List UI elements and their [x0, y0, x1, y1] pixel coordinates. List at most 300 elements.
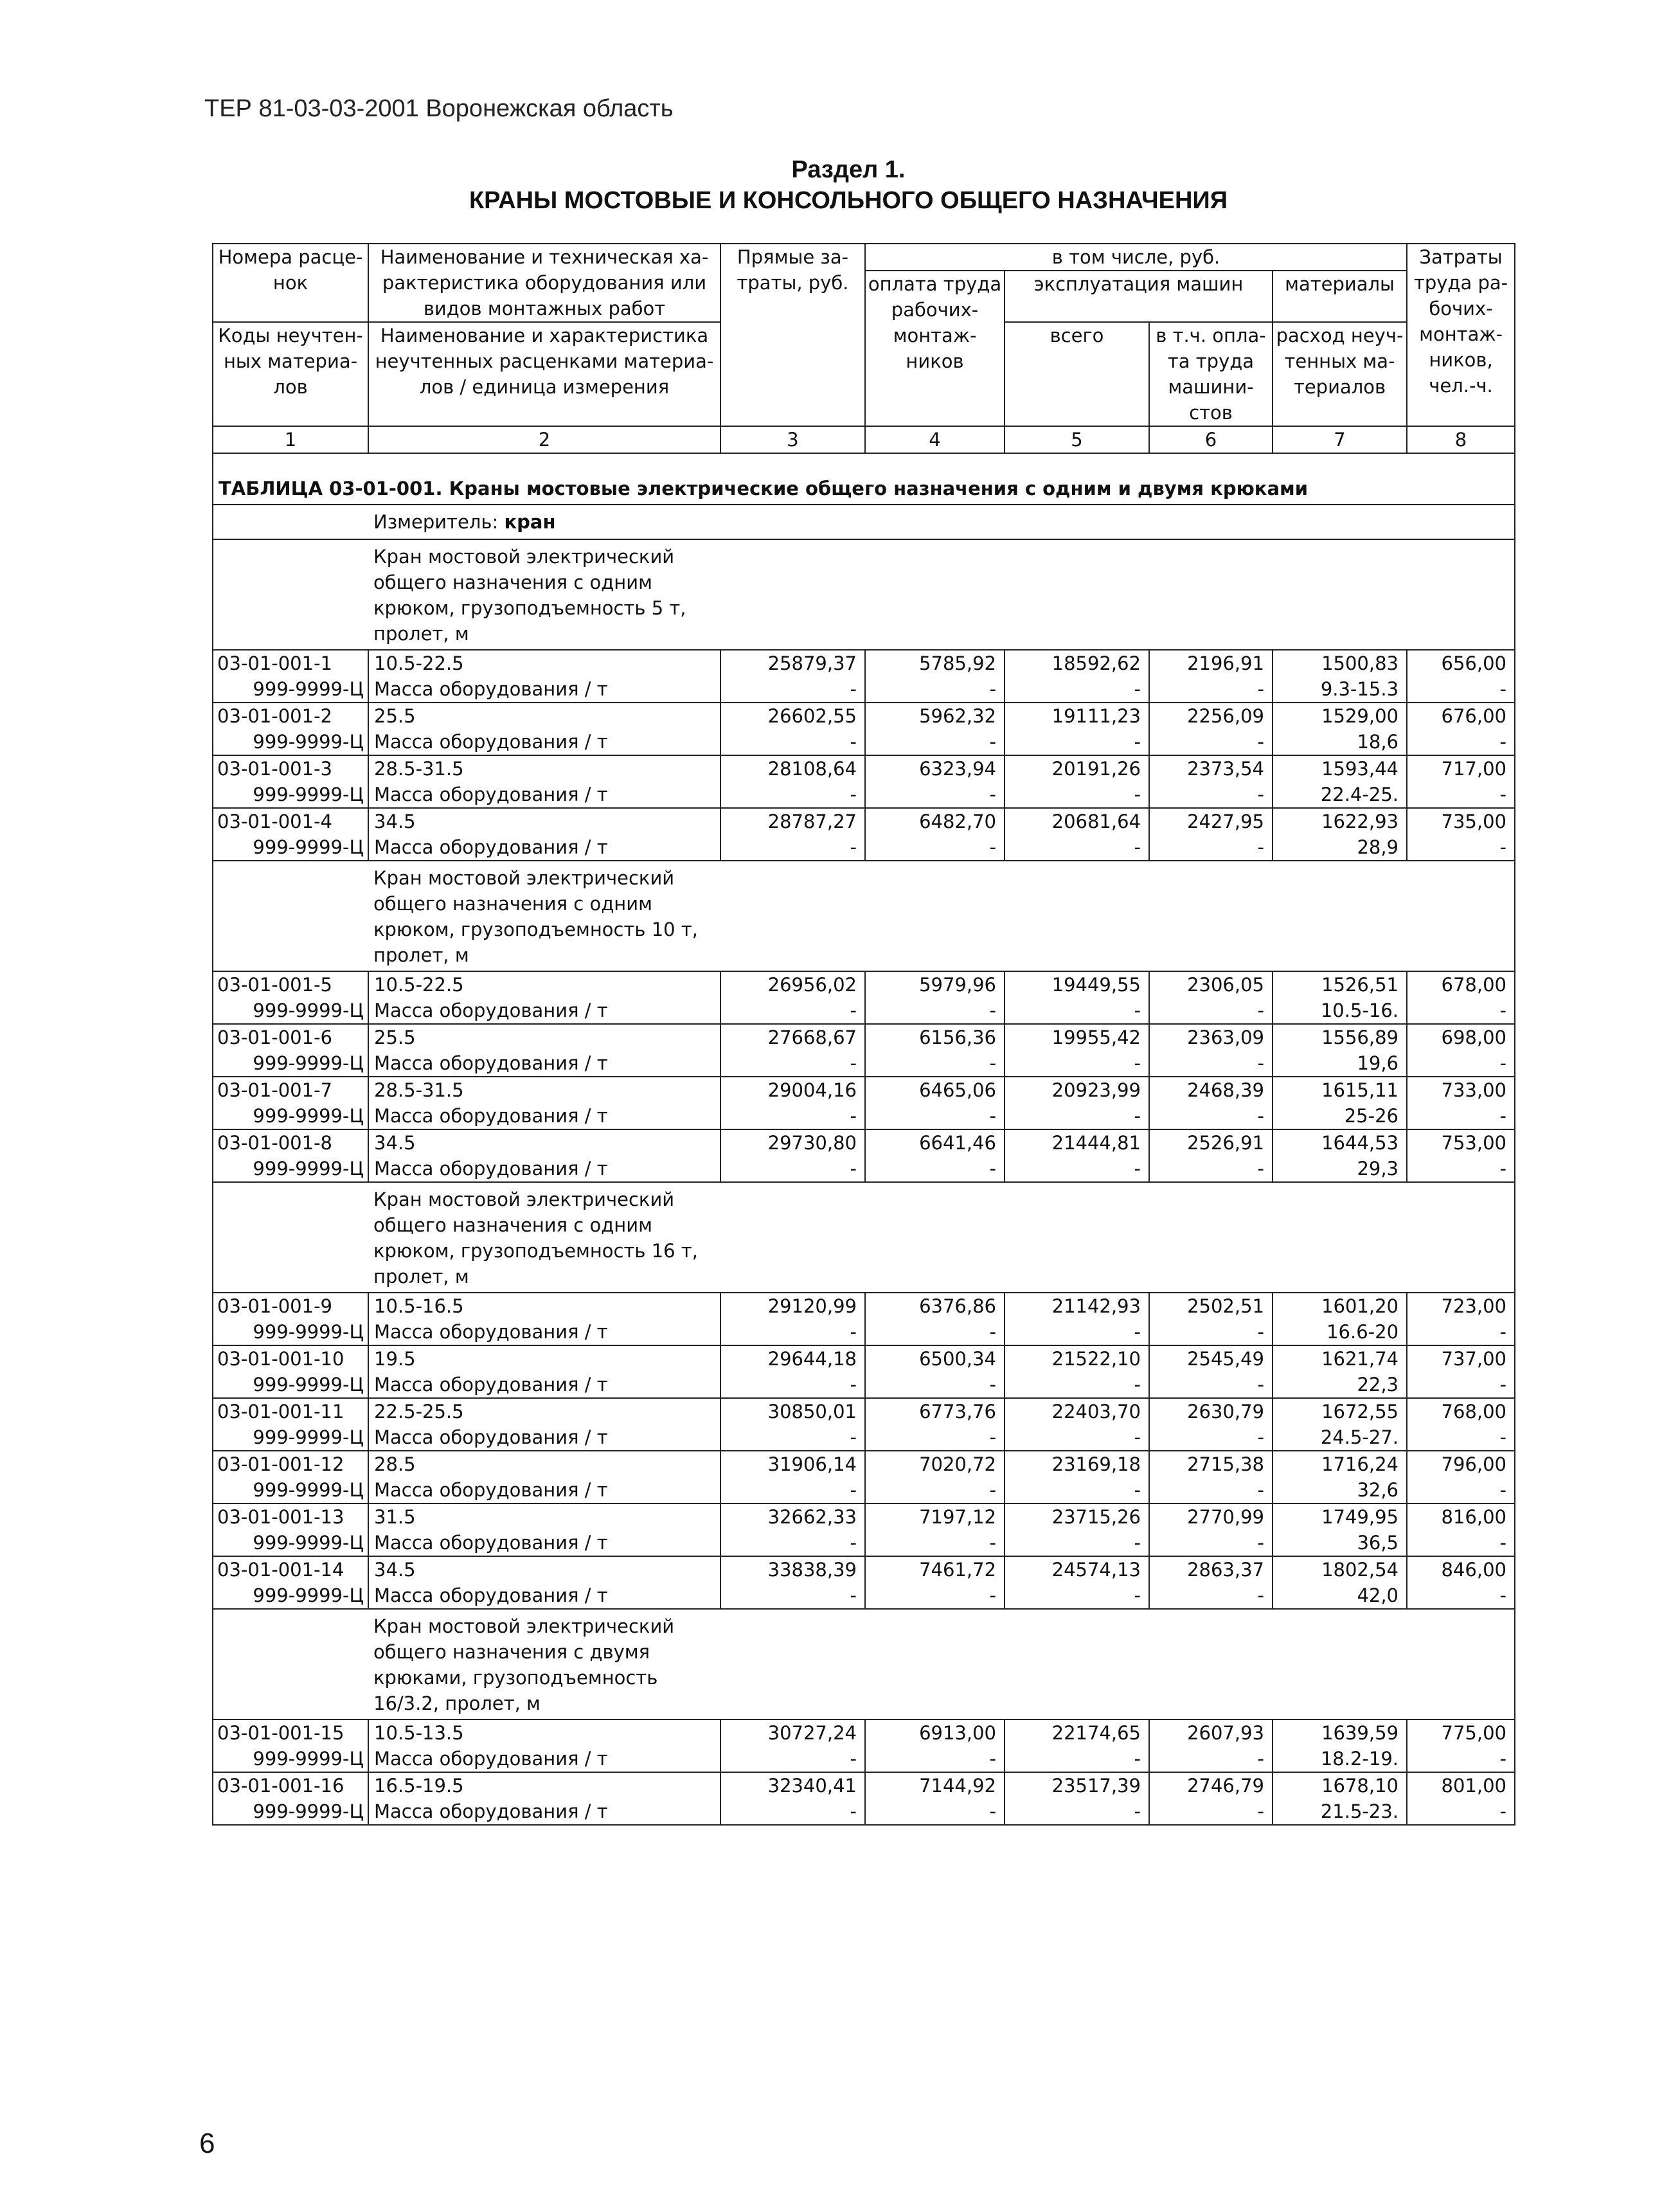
material-amount: 22.4-25. — [1273, 782, 1407, 808]
material-name: Масса оборудования / т — [368, 729, 720, 755]
materials-cost: 1644,53 — [1273, 1129, 1407, 1156]
group-spacer — [213, 539, 368, 650]
labor-cost: - — [865, 1746, 1005, 1772]
material-name: Масса оборудования / т — [368, 1799, 720, 1825]
machinists-labor: 2196,91 — [1149, 650, 1273, 676]
material-name: Масса оборудования / т — [368, 1424, 720, 1451]
machines-total: - — [1005, 1319, 1149, 1345]
labor-cost: - — [865, 1319, 1005, 1345]
group-spacer — [720, 539, 1515, 650]
rate-code: 03-01-001-11 — [213, 1398, 368, 1424]
machines-total: 19955,42 — [1005, 1024, 1149, 1050]
machinists-labor: - — [1149, 1424, 1273, 1451]
material-amount: 18.2-19. — [1273, 1746, 1407, 1772]
labor-hours: - — [1407, 998, 1515, 1024]
materials-cost: 1716,24 — [1273, 1451, 1407, 1477]
column-number: 8 — [1407, 426, 1515, 453]
material-amount: 18,6 — [1273, 729, 1407, 755]
labor-hours: 698,00 — [1407, 1024, 1515, 1050]
machinists-labor: - — [1149, 1103, 1273, 1129]
direct-costs: 25879,37 — [720, 650, 865, 676]
machinists-labor: - — [1149, 834, 1273, 861]
material-amount: 28,9 — [1273, 834, 1407, 861]
direct-costs: 32340,41 — [720, 1772, 865, 1799]
machines-total: 23169,18 — [1005, 1451, 1149, 1477]
machines-total: 21522,10 — [1005, 1345, 1149, 1372]
material-code: 999-9999-Ц — [213, 729, 368, 755]
machines-total: - — [1005, 998, 1149, 1024]
labor-hours: - — [1407, 1746, 1515, 1772]
materials-cost: 1802,54 — [1273, 1556, 1407, 1583]
labor-hours: 723,00 — [1407, 1293, 1515, 1319]
machines-total: 23517,39 — [1005, 1772, 1149, 1799]
header-row-1 — [213, 244, 1515, 271]
header-col5: всего — [1005, 322, 1149, 426]
table-row — [213, 971, 1515, 998]
direct-costs: - — [720, 1103, 865, 1129]
labor-cost: 7461,72 — [865, 1556, 1005, 1583]
labor-cost: 6376,86 — [865, 1293, 1005, 1319]
material-amount: 21.5-23. — [1273, 1799, 1407, 1825]
material-row — [213, 1372, 1515, 1398]
material-row — [213, 834, 1515, 861]
labor-cost: 6641,46 — [865, 1129, 1005, 1156]
rate-code: 03-01-001-6 — [213, 1024, 368, 1050]
column-numbers-row — [213, 426, 1515, 453]
labor-hours: - — [1407, 1319, 1515, 1345]
machinists-labor: - — [1149, 1477, 1273, 1503]
material-amount: 19,6 — [1273, 1050, 1407, 1077]
machines-total: 20191,26 — [1005, 755, 1149, 782]
table-row — [213, 1719, 1515, 1746]
machines-total: - — [1005, 1799, 1149, 1825]
material-name: Масса оборудования / т — [368, 1583, 720, 1609]
machinists-labor: - — [1149, 782, 1273, 808]
rate-name: 34.5 — [368, 808, 720, 834]
header-col7: расход неуч-тенных ма-териалов — [1273, 322, 1407, 426]
section-name: КРАНЫ МОСТОВЫЕ И КОНСОЛЬНОГО ОБЩЕГО НАЗНАЧЕНИЯ — [469, 187, 1228, 214]
rate-code: 03-01-001-4 — [213, 808, 368, 834]
header-machines: эксплуатация машин — [1005, 271, 1273, 322]
material-code: 999-9999-Ц — [213, 1799, 368, 1825]
group-spacer — [720, 861, 1515, 971]
table-row — [213, 1345, 1515, 1372]
labor-hours: - — [1407, 1530, 1515, 1556]
materials-cost: 1749,95 — [1273, 1503, 1407, 1530]
machines-total: 19449,55 — [1005, 971, 1149, 998]
machinists-labor: 2526,91 — [1149, 1129, 1273, 1156]
direct-costs: - — [720, 1583, 865, 1609]
material-row — [213, 1050, 1515, 1077]
group-spacer — [213, 1182, 368, 1293]
table-row — [213, 1024, 1515, 1050]
direct-costs: 26956,02 — [720, 971, 865, 998]
material-amount: 16.6-20 — [1273, 1319, 1407, 1345]
column-number: 7 — [1273, 426, 1407, 453]
table-row — [213, 1293, 1515, 1319]
material-code: 999-9999-Ц — [213, 998, 368, 1024]
group-spacer — [720, 1182, 1515, 1293]
machines-total: - — [1005, 729, 1149, 755]
direct-costs: - — [720, 834, 865, 861]
rate-code: 03-01-001-5 — [213, 971, 368, 998]
column-number: 4 — [865, 426, 1005, 453]
column-number: 5 — [1005, 426, 1149, 453]
labor-hours: - — [1407, 1103, 1515, 1129]
rate-name: 34.5 — [368, 1129, 720, 1156]
labor-hours: - — [1407, 834, 1515, 861]
materials-cost: 1678,10 — [1273, 1772, 1407, 1799]
column-number: 3 — [720, 426, 865, 453]
direct-costs: - — [720, 1319, 865, 1345]
direct-costs: - — [720, 729, 865, 755]
direct-costs: 31906,14 — [720, 1451, 865, 1477]
materials-cost: 1593,44 — [1273, 755, 1407, 782]
labor-hours: 678,00 — [1407, 971, 1515, 998]
material-code: 999-9999-Ц — [213, 1319, 368, 1345]
rate-code: 03-01-001-10 — [213, 1345, 368, 1372]
labor-cost: - — [865, 676, 1005, 703]
material-amount: 22,3 — [1273, 1372, 1407, 1398]
table-title: ТАБЛИЦА 03-01-001. Краны мостовые электрические общего назначения с одним и двумя крюками — [213, 453, 1515, 505]
direct-costs: 29004,16 — [720, 1077, 865, 1103]
group-title-row — [213, 539, 1515, 650]
labor-hours: - — [1407, 1424, 1515, 1451]
material-row — [213, 1424, 1515, 1451]
labor-hours: 753,00 — [1407, 1129, 1515, 1156]
table-row — [213, 1451, 1515, 1477]
machinists-labor: - — [1149, 1156, 1273, 1182]
direct-costs: 26602,55 — [720, 703, 865, 729]
labor-hours: - — [1407, 782, 1515, 808]
material-code: 999-9999-Ц — [213, 1156, 368, 1182]
header-col4: оплата труда рабочих-монтаж-ников — [865, 271, 1005, 426]
labor-cost: - — [865, 782, 1005, 808]
machines-total: 22403,70 — [1005, 1398, 1149, 1424]
direct-costs: 27668,67 — [720, 1024, 865, 1050]
unit-label: Измеритель: — [373, 511, 499, 533]
machinists-labor: - — [1149, 1372, 1273, 1398]
labor-cost: 6465,06 — [865, 1077, 1005, 1103]
material-amount: 9.3-15.3 — [1273, 676, 1407, 703]
group-title: Кран мостовой электрический общего назначения с одним крюком, грузоподъемность 10 т, пролет, м — [368, 861, 720, 971]
labor-cost: 6482,70 — [865, 808, 1005, 834]
material-amount: 36,5 — [1273, 1530, 1407, 1556]
rate-name: 22.5-25.5 — [368, 1398, 720, 1424]
machines-total: - — [1005, 1583, 1149, 1609]
labor-hours: - — [1407, 729, 1515, 755]
rate-code: 03-01-001-12 — [213, 1451, 368, 1477]
machinists-labor: 2502,51 — [1149, 1293, 1273, 1319]
direct-costs: - — [720, 1530, 865, 1556]
labor-hours: 717,00 — [1407, 755, 1515, 782]
labor-cost: 6156,36 — [865, 1024, 1005, 1050]
group-spacer — [213, 1609, 368, 1719]
direct-costs: 28787,27 — [720, 808, 865, 834]
machines-total: - — [1005, 782, 1149, 808]
material-row — [213, 1319, 1515, 1345]
machines-total: - — [1005, 1103, 1149, 1129]
rate-name: 31.5 — [368, 1503, 720, 1530]
table-row — [213, 650, 1515, 676]
machines-total: - — [1005, 676, 1149, 703]
labor-cost: - — [865, 729, 1005, 755]
labor-cost: 5979,96 — [865, 971, 1005, 998]
labor-cost: - — [865, 1583, 1005, 1609]
machinists-labor: 2607,93 — [1149, 1719, 1273, 1746]
unit-value: кран — [504, 511, 556, 533]
section-number: Раздел 1. — [791, 156, 906, 183]
machinists-labor: - — [1149, 998, 1273, 1024]
machines-total: - — [1005, 1477, 1149, 1503]
rate-name: 25.5 — [368, 703, 720, 729]
labor-cost: - — [865, 998, 1005, 1024]
labor-cost: - — [865, 834, 1005, 861]
machinists-labor: 2427,95 — [1149, 808, 1273, 834]
labor-cost: 7144,92 — [865, 1772, 1005, 1799]
group-title-row — [213, 1182, 1515, 1293]
machinists-labor: 2770,99 — [1149, 1503, 1273, 1530]
material-row — [213, 1583, 1515, 1609]
direct-costs: - — [720, 1050, 865, 1077]
group-title: Кран мостовой электрический общего назначения с двумя крюками, грузоподъемность 16/3.2, пролет, м — [368, 1609, 720, 1719]
material-name: Масса оборудования / т — [368, 998, 720, 1024]
table-row — [213, 1077, 1515, 1103]
direct-costs: - — [720, 998, 865, 1024]
document-header: ТЕР 81-03-03-2001 Воронежская область — [204, 95, 674, 122]
table-row — [213, 703, 1515, 729]
material-amount: 24.5-27. — [1273, 1424, 1407, 1451]
unit-row — [213, 505, 1515, 539]
material-code: 999-9999-Ц — [213, 1583, 368, 1609]
header-col2-top: Наименование и техническая ха-рактеристика оборудования или видов монтажных работ — [368, 244, 720, 322]
materials-cost: 1621,74 — [1273, 1345, 1407, 1372]
page-number: 6 — [199, 2128, 215, 2159]
rate-code: 03-01-001-13 — [213, 1503, 368, 1530]
material-row — [213, 1156, 1515, 1182]
machines-total: 21444,81 — [1005, 1129, 1149, 1156]
rate-name: 28.5-31.5 — [368, 1077, 720, 1103]
direct-costs: - — [720, 676, 865, 703]
rate-name: 28.5-31.5 — [368, 755, 720, 782]
material-name: Масса оборудования / т — [368, 676, 720, 703]
material-name: Масса оборудования / т — [368, 782, 720, 808]
labor-hours: 676,00 — [1407, 703, 1515, 729]
machines-total: 23715,26 — [1005, 1503, 1149, 1530]
labor-cost: 7197,12 — [865, 1503, 1005, 1530]
table-row — [213, 755, 1515, 782]
material-code: 999-9999-Ц — [213, 1477, 368, 1503]
labor-cost: - — [865, 1799, 1005, 1825]
direct-costs: 33838,39 — [720, 1556, 865, 1583]
materials-cost: 1526,51 — [1273, 971, 1407, 998]
header-materials: материалы — [1273, 271, 1407, 322]
machines-total: 20681,64 — [1005, 808, 1149, 834]
rate-code: 03-01-001-2 — [213, 703, 368, 729]
machinists-labor: 2746,79 — [1149, 1772, 1273, 1799]
material-code: 999-9999-Ц — [213, 1372, 368, 1398]
labor-hours: 796,00 — [1407, 1451, 1515, 1477]
material-name: Масса оборудования / т — [368, 834, 720, 861]
machinists-labor: 2256,09 — [1149, 703, 1273, 729]
labor-hours: - — [1407, 676, 1515, 703]
materials-cost: 1529,00 — [1273, 703, 1407, 729]
unit-cell — [368, 505, 1515, 539]
materials-cost: 1556,89 — [1273, 1024, 1407, 1050]
column-number: 1 — [213, 426, 368, 453]
rate-name: 10.5-22.5 — [368, 650, 720, 676]
labor-cost: - — [865, 1050, 1005, 1077]
machines-total: - — [1005, 1746, 1149, 1772]
table-row — [213, 1772, 1515, 1799]
labor-hours: - — [1407, 1050, 1515, 1077]
labor-hours: 816,00 — [1407, 1503, 1515, 1530]
material-name: Масса оборудования / т — [368, 1156, 720, 1182]
labor-hours: - — [1407, 1583, 1515, 1609]
material-code: 999-9999-Ц — [213, 1424, 368, 1451]
machinists-labor: - — [1149, 1583, 1273, 1609]
direct-costs: - — [720, 1746, 865, 1772]
material-code: 999-9999-Ц — [213, 834, 368, 861]
group-title-row — [213, 1609, 1515, 1719]
table-row — [213, 1503, 1515, 1530]
labor-cost: 6500,34 — [865, 1345, 1005, 1372]
labor-cost: 5785,92 — [865, 650, 1005, 676]
labor-hours: 733,00 — [1407, 1077, 1515, 1103]
labor-cost: - — [865, 1424, 1005, 1451]
machines-total: - — [1005, 1372, 1149, 1398]
group-title: Кран мостовой электрический общего назначения с одним крюком, грузоподъемность 16 т, пролет, м — [368, 1182, 720, 1293]
rate-name: 25.5 — [368, 1024, 720, 1050]
machines-total: - — [1005, 834, 1149, 861]
direct-costs: - — [720, 1156, 865, 1182]
machinists-labor: - — [1149, 1319, 1273, 1345]
header-col3: Прямые за-траты, руб. — [720, 244, 865, 426]
labor-cost: 6913,00 — [865, 1719, 1005, 1746]
labor-hours: 846,00 — [1407, 1556, 1515, 1583]
rate-name: 10.5-16.5 — [368, 1293, 720, 1319]
material-code: 999-9999-Ц — [213, 782, 368, 808]
direct-costs: 30850,01 — [720, 1398, 865, 1424]
machines-total: - — [1005, 1156, 1149, 1182]
header-col6: в т.ч. опла-та труда машини-стов — [1149, 322, 1273, 426]
labor-hours: 735,00 — [1407, 808, 1515, 834]
machinists-labor: 2363,09 — [1149, 1024, 1273, 1050]
direct-costs: - — [720, 1372, 865, 1398]
material-name: Масса оборудования / т — [368, 1050, 720, 1077]
labor-cost: - — [865, 1372, 1005, 1398]
material-row — [213, 1530, 1515, 1556]
material-row — [213, 782, 1515, 808]
machinists-labor: - — [1149, 1799, 1273, 1825]
material-row — [213, 998, 1515, 1024]
table-row — [213, 1129, 1515, 1156]
machinists-labor: 2306,05 — [1149, 971, 1273, 998]
material-code: 999-9999-Ц — [213, 1103, 368, 1129]
material-amount: 25-26 — [1273, 1103, 1407, 1129]
materials-cost: 1639,59 — [1273, 1719, 1407, 1746]
labor-hours: 775,00 — [1407, 1719, 1515, 1746]
machines-total: 24574,13 — [1005, 1556, 1149, 1583]
machinists-labor: - — [1149, 729, 1273, 755]
machinists-labor: - — [1149, 1050, 1273, 1077]
labor-hours: 656,00 — [1407, 650, 1515, 676]
rate-code: 03-01-001-7 — [213, 1077, 368, 1103]
machines-total: 21142,93 — [1005, 1293, 1149, 1319]
direct-costs: - — [720, 1799, 865, 1825]
header-col1-bottom: Коды неучтен-ных материа-лов — [213, 322, 368, 426]
material-code: 999-9999-Ц — [213, 1530, 368, 1556]
rate-name: 10.5-13.5 — [368, 1719, 720, 1746]
rates-table — [212, 243, 1515, 1826]
machines-total: - — [1005, 1424, 1149, 1451]
machinists-labor: 2715,38 — [1149, 1451, 1273, 1477]
material-name: Масса оборудования / т — [368, 1319, 720, 1345]
machinists-labor: 2545,49 — [1149, 1345, 1273, 1372]
table-row — [213, 1556, 1515, 1583]
labor-cost: 7020,72 — [865, 1451, 1005, 1477]
table-row — [213, 808, 1515, 834]
labor-hours: - — [1407, 1799, 1515, 1825]
labor-hours: - — [1407, 1156, 1515, 1182]
machinists-labor: - — [1149, 676, 1273, 703]
labor-cost: 6323,94 — [865, 755, 1005, 782]
machines-total: - — [1005, 1530, 1149, 1556]
rate-code: 03-01-001-16 — [213, 1772, 368, 1799]
direct-costs: - — [720, 1424, 865, 1451]
rate-name: 10.5-22.5 — [368, 971, 720, 998]
column-number: 6 — [1149, 426, 1273, 453]
rate-code: 03-01-001-9 — [213, 1293, 368, 1319]
machinists-labor: 2630,79 — [1149, 1398, 1273, 1424]
material-code: 999-9999-Ц — [213, 1746, 368, 1772]
header-incl: в том числе, руб. — [865, 244, 1407, 271]
rate-name: 16.5-19.5 — [368, 1772, 720, 1799]
group-title: Кран мостовой электрический общего назначения с одним крюком, грузоподъемность 5 т, пролет, м — [368, 539, 720, 650]
rate-code: 03-01-001-8 — [213, 1129, 368, 1156]
material-row — [213, 1477, 1515, 1503]
material-name: Масса оборудования / т — [368, 1477, 720, 1503]
direct-costs: 30727,24 — [720, 1719, 865, 1746]
rate-name: 34.5 — [368, 1556, 720, 1583]
table-title-row — [213, 453, 1515, 505]
material-name: Масса оборудования / т — [368, 1103, 720, 1129]
machines-total: - — [1005, 1050, 1149, 1077]
materials-cost: 1622,93 — [1273, 808, 1407, 834]
rate-name: 28.5 — [368, 1451, 720, 1477]
rate-code: 03-01-001-1 — [213, 650, 368, 676]
direct-costs: 29730,80 — [720, 1129, 865, 1156]
header-col2-bottom: Наименование и характеристика неучтенных расценками материа-лов / единица измерения — [368, 322, 720, 426]
labor-cost: - — [865, 1156, 1005, 1182]
direct-costs: - — [720, 782, 865, 808]
table-row — [213, 1398, 1515, 1424]
machines-total: 19111,23 — [1005, 703, 1149, 729]
machines-total: 18592,62 — [1005, 650, 1149, 676]
labor-hours: 737,00 — [1407, 1345, 1515, 1372]
machinists-labor: 2863,37 — [1149, 1556, 1273, 1583]
direct-costs: 28108,64 — [720, 755, 865, 782]
section-title — [212, 154, 1485, 216]
header-col1-top: Номера расце-нок — [213, 244, 368, 322]
machinists-labor: 2373,54 — [1149, 755, 1273, 782]
direct-costs: 29644,18 — [720, 1345, 865, 1372]
material-row — [213, 1103, 1515, 1129]
material-amount: 32,6 — [1273, 1477, 1407, 1503]
group-title-row — [213, 861, 1515, 971]
direct-costs: 29120,99 — [720, 1293, 865, 1319]
machinists-labor: - — [1149, 1530, 1273, 1556]
